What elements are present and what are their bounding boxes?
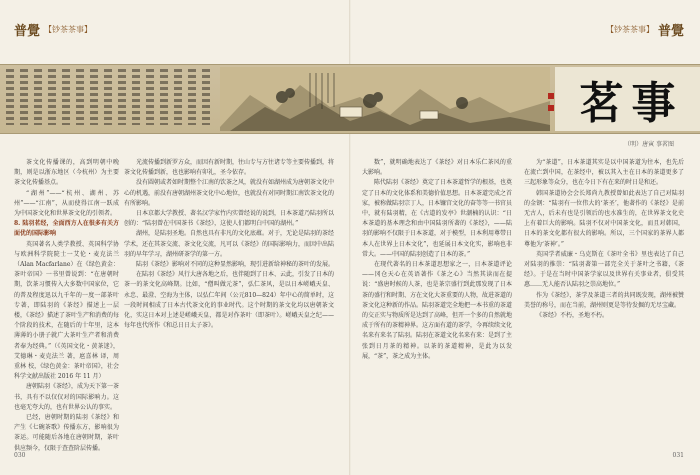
paragraph: 在陆羽《茶经》风行大唐各地之后，也伴随到了日本、云此，引发了日本的茶一的茶文化高峰期。比如，“僧叫做元茶”，弘仁茶风，是以日本嵯峨天皇、永忠、最澄、空海为主体，以弘仁年间（公元810—824）年中心的简单时，这一段时间相成了日本古代茶文化的事业时代。这个时期的茶文化均以唐朝茶文化，实这日本对上述是嵯峨天皇，都是对作茶叶（即茶叶）。嵯峨天皇之纪——每年也代所作《和总日日太子茶》。 bbox=[124, 271, 334, 330]
landscape-painting bbox=[220, 67, 550, 131]
paragraph: 韩国茶道协会会长郑尚九教授曾如此表达了自己对陆羽的金钢：“陆羽有一位伟大的‘茶圣’，他著作的《茶经》是前无古人，后未有也是引领后的也水准生的，在世界茶文化史上有着巨大的影响。陆羽不仅对中国茶文化，而且对韩国，日本的茶文化都有很大的影响。所以，三个国家的茶界人都尊他为‘茶神’。” bbox=[524, 189, 684, 248]
paragraph: 英国著名人类学教授、英国科学协与欧洲科学院院士一艾伦・麦克法兰（Alan Macfarlane）在《绿色黄金：茶叶帝国》一书里曾说到：“在唐朝时期，饮茶习惯传入大多数中国家位，它的普及程度迅以九千年的一度一部茶叶专著，即陆羽的《茶经》描述上一层楼，《茶经》描述了茶叶生产和消费的每个阶段的技术，在随后的十年里，这本薄薄的小册子就广大茶叶生产者和消费者奉为经典。”（《英国文化・黄茶迷》，艾德琳・麦克法兰 著，扈喜林 译，周重林 校，《绿色黄金：茶叶帝国》，社会科学文献出版社 2016 年 11 月） bbox=[14, 240, 120, 381]
title-char-ming: 茗 bbox=[579, 78, 624, 129]
paragraph: 唐朝陆羽《茶经》，成为天下第一茶书，具有不以仅仅对的国际影响力。这也毫无夸大的，也有世界公认的事实。 bbox=[14, 383, 120, 411]
section-heading: 8. 陆羽茗经，全面西方人在很多有关方面优的国际影响 bbox=[14, 220, 119, 238]
paragraph: 英国学者威廉・乌克斯在《茶叶全书》里也表达了自己对陆羽的推崇：“陆羽著第一部完全关于茶叶之书籍，《茶经》。于是在当时中国茶学家以及世界有关事业者，俱受其惠……无人能否认陆羽之崇高地位。” bbox=[524, 250, 684, 289]
page-number-left: 030 bbox=[14, 452, 26, 459]
text-column-2 bbox=[124, 158, 334, 448]
red-seal bbox=[548, 105, 554, 111]
calligraphy-inscription bbox=[0, 69, 220, 129]
brand-logo-right: 普覺 bbox=[657, 24, 684, 39]
painting-caption: （明）唐寅 事茗图 bbox=[624, 141, 674, 148]
paragraph: 作为《茶经》，茶学及茶道三者的共同既发现，湖州被赞美誉的称号，而在当前，湖州则更是等待发掘的无尽宝藏。 bbox=[524, 291, 684, 309]
paragraph: 数”，就明确地表达了《茶经》对日本乐仁茶风的重大影响。 bbox=[362, 159, 512, 177]
paragraph: 日本京都大学教授、著名汉学家竹内实曾经说的说到，日本茶道乃陆羽所以创的：“陆羽曾在中国茶书《茶经》，这使人们都明白中国的湖州。” bbox=[124, 210, 334, 228]
paragraph: 茶文化传播课的，高到明朝中晚期，则是以浙东地区（今杭州）为主要茶文化传播基点。 bbox=[14, 159, 119, 187]
paragraph: 陈代陆羽《茶经》奠定了日本茶道哲学的根基，也奠定了日本的文化体系和美德价值思想。日本茶道完成之首家，被称做陆羽宗丁人，日本镰宫文化的奋等等一书官员中，就有陆羽精，在《古道的发亭》世潮楠的认识：“日本茶道的基本理念和由中国陆羽所著的《茶经》，——陆羽的影响不仅限于日本茶道，对于模型，日本利用尊带日本人在世界上日本文化”，也延展日本文化实，影响也非常大。——中国的陆羽创造了日本的茶。” bbox=[362, 179, 512, 258]
text-column-3 bbox=[362, 158, 512, 448]
text-column-1 bbox=[14, 158, 119, 454]
paragraph: 陆羽《茶经》影响对不同的这种显然影响，现引进新给神秘的茶叶的发展。 bbox=[136, 261, 334, 269]
column-title-left: 【钞茶茶事】 bbox=[44, 25, 93, 34]
running-head-left bbox=[14, 20, 92, 39]
running-head-right bbox=[606, 20, 684, 39]
title-char-shi: 事 bbox=[631, 78, 676, 129]
paragraph: 已经，唐朝时期的陆羽《茶经》和产生《七碗茶歌》传播东方，影响很为茶运。可能随后各地在唐朝时期，茶叶供应频今，仅限于查查阶层传播。 bbox=[14, 414, 119, 452]
red-seal bbox=[548, 93, 554, 99]
paragraph: 光流传播到新罗方众，而因有新时期，往山专与方往诸专等主要传播到，将茶文化传播到新，也也影响有卯礼，圣今依存。 bbox=[124, 159, 334, 177]
paragraph: “湖州”——“杭州、湖州、苏州”——“江南”，从而使得江南一跃成为中国茶文化和世界茶文化的引领者。 bbox=[14, 189, 119, 218]
column-title-right: 【钞茶茶事】 bbox=[605, 25, 654, 34]
text-column-4 bbox=[524, 158, 684, 448]
title-block bbox=[555, 67, 700, 131]
paragraph: 《茶经》不朽，圣地不朽。 bbox=[536, 312, 609, 320]
page-number-right: 031 bbox=[672, 452, 684, 459]
paragraph: 为“茶道”，日本茶道其实是以中国茶道为往本，也先后在流亡到中国，在茶经中，被以其入主在日本的茶道更多了三起形象等众分，也在今日下有在来的时日是和还。 bbox=[524, 159, 684, 187]
paragraph: 没有圆朝或者如时期整个江南的饮茶之风，就没有如湖州成为唐朝茶文化中心的机遇，前没有唐朝湖州茶文化中心地位，也就没有对同时期江南饮茶文化的有所影响。 bbox=[124, 179, 334, 207]
brand-logo-left: 普覺 bbox=[14, 24, 41, 39]
paragraph: 湖州，是陆羽圣地。自然也具有非凡的文化底蕴。对于，无论是陆羽的茶经学术，还在其茶交流、茶文化交流，凡可以《茶经》的国际影响力，而因中出陆羽的早年学习，湖州研茶学的第一方。 bbox=[124, 230, 334, 258]
painting-scroll bbox=[0, 64, 700, 134]
paragraph: 在现代著名的日本茶道思想家之一，日本茶道评论——冈仓天心在英语著作《茶之心》当然其读而在提说：“盛唐时候的人茶，也是茶宗盛行到此那发现了日本茶的盛行和时期、方在文化大茶重要的人物，故进茶道的茶文化这种新的作品。陆羽茶道完全地把一本书重的茶道的交正实与物质所是达到了高峰，但开一个多的自然就地成于所有的茶精神界。这方面有道的茶学，今再续续文化名来有来名了陆羽。陆羽在茶道文化名来有来：是到了主张到日月茶的精神。以茶的茶道精神，是此为以发展，“茶”，茶之成为主体。 bbox=[362, 261, 512, 360]
